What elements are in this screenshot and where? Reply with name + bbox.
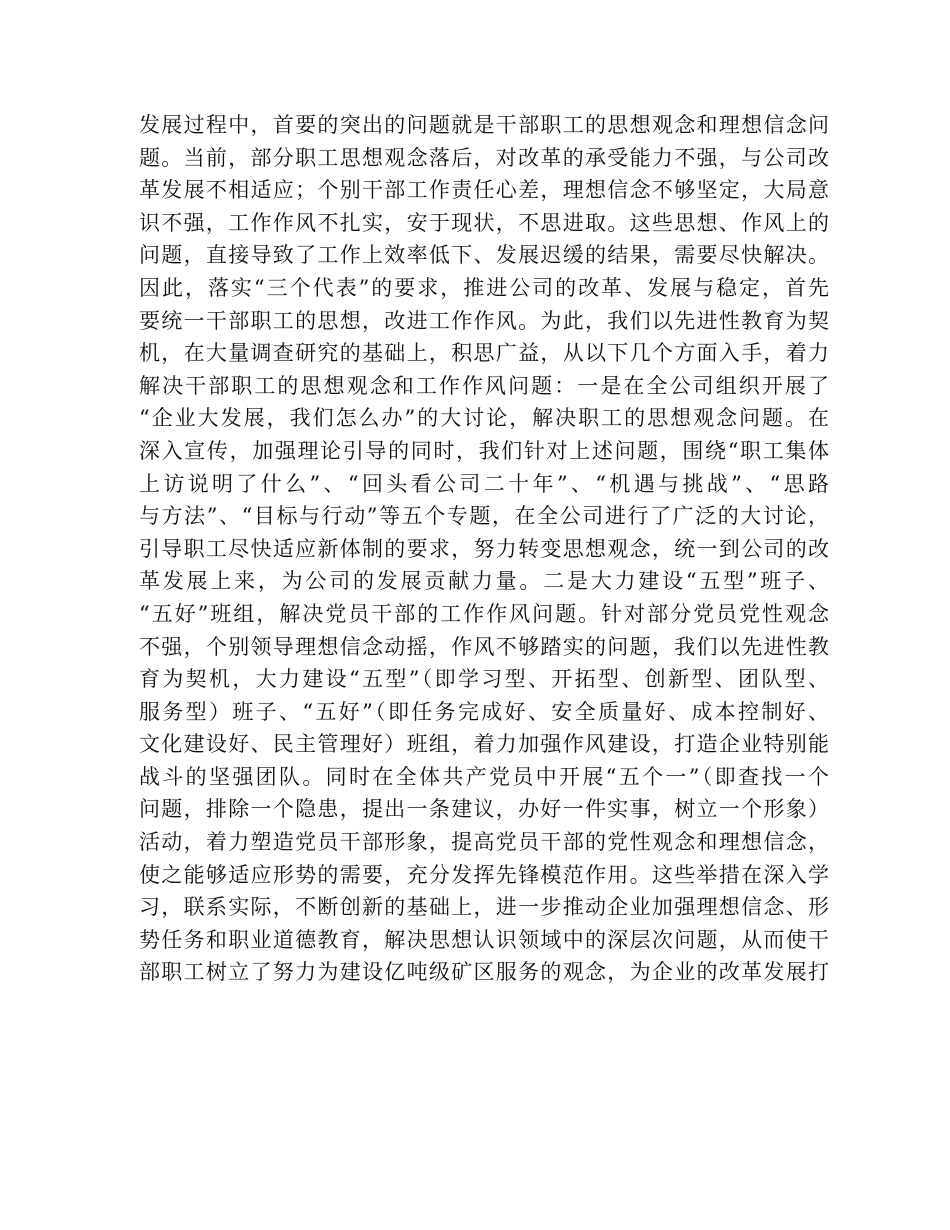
text-line: “企业大发展，我们怎么办”的大讨论，解决职工的思想观念问题。在 [139,406,829,431]
text-line: 与方法”、“目标与行动”等五个专题，在全公司进行了广泛的大讨论， [139,504,829,529]
text-line: 服务型）班子、“五好”（即任务完成好、安全质量好、成本控制好、 [139,699,829,724]
text-line: 势任务和职业道德教育，解决思想认识领域中的深层次问题，从而使干 [139,927,829,952]
text-line: 战斗的坚强团队。同时在全体共产党员中开展“五个一”（即查找一个 [139,764,829,789]
text-line: “五好”班组，解决党员干部的工作作风问题。针对部分党员党性观念 [139,601,829,626]
text-line: 上访说明了什么”、“回头看公司二十年”、“机遇与挑战”、“思路 [139,471,829,496]
text-line: 题。当前，部分职工思想观念落后，对改革的承受能力不强，与公司改 [139,145,829,170]
text-line: 问题，排除一个隐患，提出一条建议，办好一件实事，树立一个形象） [139,797,829,822]
text-line: 识不强，工作作风不扎实，安于现状，不思进取。这些思想、作风上的 [139,210,829,235]
text-line: 使之能够适应形势的需要，充分发挥先锋模范作用。这些举措在深入学 [139,862,829,887]
text-line: 深入宣传，加强理论引导的同时，我们针对上述问题，围绕“职工集体 [139,438,829,463]
text-line: 革发展上来，为公司的发展贡献力量。二是大力建设“五型”班子、 [139,569,829,594]
text-line: 部职工树立了努力为建设亿吨级矿区服务的观念，为企业的改革发展打 [139,960,829,985]
text-line: 文化建设好、民主管理好）班组，着力加强作风建设，打造企业特别能 [139,732,829,757]
text-line: 解决干部职工的思想观念和工作作风问题：一是在全公司组织开展了 [139,373,829,398]
text-line: 不强，个别领导理想信念动摇，作风不够踏实的问题，我们以先进性教 [139,634,829,659]
text-line: 机，在大量调查研究的基础上，积思广益，从以下几个方面入手，着力 [139,341,829,366]
body-paragraph [139,109,829,989]
text-line: 因此，落实“三个代表”的要求，推进公司的改革、发展与稳定，首先 [139,275,829,300]
text-line: 育为契机，大力建设“五型”（即学习型、开拓型、创新型、团队型、 [139,667,829,692]
text-line: 发展过程中，首要的突出的问题就是干部职工的思想观念和理想信念问 [139,113,829,137]
text-line: 引导职工尽快适应新体制的要求，努力转变思想观念，统一到公司的改 [139,536,829,561]
text-line: 革发展不相适应；个别干部工作责任心差，理想信念不够坚定，大局意 [139,178,829,203]
text-line: 活动，着力塑造党员干部形象，提高党员干部的党性观念和理想信念， [139,830,829,855]
text-line: 要统一干部职工的思想，改进工作作风。为此，我们以先进性教育为契 [139,308,829,333]
text-line: 习，联系实际，不断创新的基础上，进一步推动企业加强理想信念、形 [139,895,829,920]
text-line: 问题，直接导致了工作上效率低下、发展迟缓的结果，需要尽快解决。 [139,243,829,268]
